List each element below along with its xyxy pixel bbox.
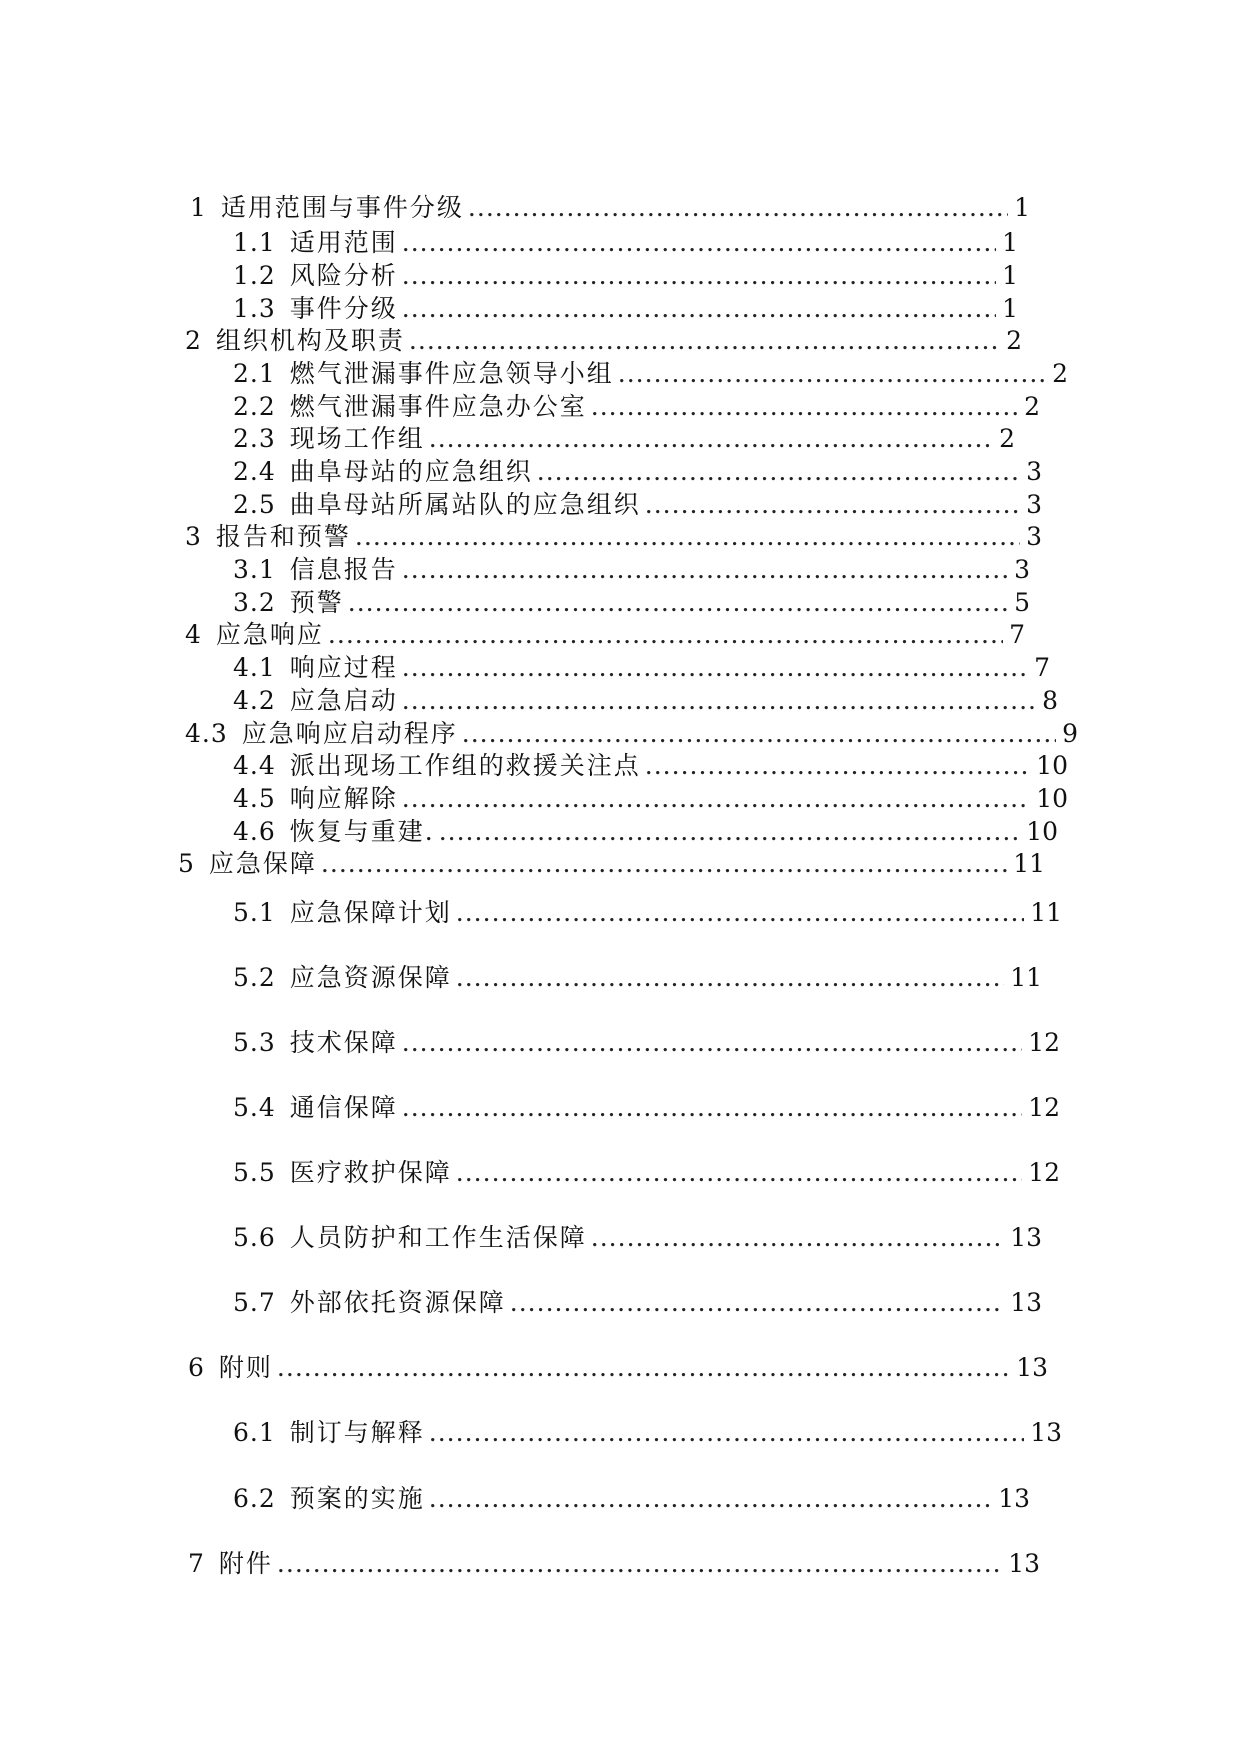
toc-entry-number: 6.2 <box>233 1484 276 1513</box>
toc-entry[interactable] <box>233 555 1030 585</box>
toc-entry[interactable] <box>233 817 1058 847</box>
toc-entry-title: 应急保障 <box>208 849 317 878</box>
toc-entry[interactable] <box>233 1223 1042 1253</box>
toc-entry-page-number: 13 <box>1010 1223 1042 1252</box>
toc-dot-leader <box>402 686 1036 716</box>
toc-entry-title: 曲阜母站的应急组织 <box>289 457 533 486</box>
toc-entry-page-number: 3 <box>1014 555 1030 584</box>
toc-entry-page-number: 13 <box>1030 1418 1062 1447</box>
toc-dot-leader <box>462 719 1056 749</box>
toc-entry-number: 4.3 <box>185 719 228 748</box>
toc-dot-leader <box>348 588 1008 618</box>
toc-entry-page-number: 12 <box>1028 1093 1060 1122</box>
toc-entry-number: 4.2 <box>233 686 276 715</box>
toc-entry[interactable] <box>233 294 1018 324</box>
toc-entry[interactable] <box>188 1353 1048 1383</box>
toc-entry-page-number: 3 <box>1026 490 1042 519</box>
toc-entry-page-number: 2 <box>999 424 1015 453</box>
toc-dot-leader <box>402 228 996 258</box>
toc-entry-page-number: 13 <box>1008 1549 1040 1578</box>
toc-dot-leader <box>456 963 1004 993</box>
toc-entry-page-number: 7 <box>1034 653 1050 682</box>
toc-dot-leader <box>402 294 996 324</box>
toc-entry-title: 适用范围与事件分级 <box>220 193 464 222</box>
toc-entry[interactable] <box>185 620 1025 650</box>
toc-dot-leader <box>591 392 1018 422</box>
toc-entry[interactable] <box>233 261 1018 291</box>
toc-entry-number: 1.3 <box>233 294 276 323</box>
toc-entry-title: 派出现场工作组的救援关注点 <box>289 751 641 780</box>
toc-entry[interactable] <box>233 392 1040 422</box>
toc-dot-leader <box>409 326 1000 356</box>
toc-entry-title: 响应过程 <box>289 653 398 682</box>
toc-entry-title: 现场工作组 <box>289 424 425 453</box>
toc-entry-page-number: 10 <box>1036 784 1068 813</box>
toc-dot-leader <box>402 555 1008 585</box>
toc-entry-number: 6 <box>188 1353 205 1382</box>
toc-entry-number: 1 <box>190 193 207 222</box>
toc-entry-page-number: 8 <box>1042 686 1058 715</box>
toc-entry[interactable] <box>233 1288 1042 1318</box>
toc-entry[interactable] <box>178 849 1045 879</box>
toc-entry-page-number: 11 <box>1010 963 1042 992</box>
toc-entry-page-number: 7 <box>1009 620 1025 649</box>
toc-dot-leader <box>439 817 1020 847</box>
toc-entry-title: 应急保障计划 <box>289 898 452 927</box>
toc-dot-leader <box>618 359 1046 389</box>
toc-entry-page-number: 13 <box>998 1484 1030 1513</box>
toc-entry-title: 医疗救护保障 <box>289 1158 452 1187</box>
toc-dot-leader <box>645 751 1030 781</box>
toc-entry-title: 预案的实施 <box>289 1484 425 1513</box>
toc-entry[interactable] <box>233 1484 1030 1514</box>
toc-entry[interactable] <box>233 653 1050 683</box>
toc-entry-number: 5.2 <box>233 963 276 992</box>
toc-entry-title: 事件分级 <box>289 294 398 323</box>
toc-dot-leader <box>402 261 996 291</box>
toc-dot-leader <box>429 424 993 454</box>
toc-entry-number: 2.1 <box>233 359 276 388</box>
toc-entry[interactable] <box>233 228 1018 258</box>
toc-entry-number: 4.5 <box>233 784 276 813</box>
toc-entry-title: 应急响应 <box>215 620 324 649</box>
toc-entry-title: 曲阜母站所属站队的应急组织 <box>289 490 641 519</box>
toc-entry-number: 1.1 <box>233 228 276 257</box>
toc-entry[interactable] <box>233 424 1015 454</box>
toc-entry-number: 1.2 <box>233 261 276 290</box>
toc-entry-title: 人员防护和工作生活保障 <box>289 1223 587 1252</box>
toc-entry[interactable] <box>233 751 1068 781</box>
toc-entry-title: 响应解除 <box>289 784 398 813</box>
toc-entry-title: 燃气泄漏事件应急办公室 <box>289 392 587 421</box>
toc-entry[interactable] <box>233 784 1068 814</box>
toc-dot-leader <box>456 898 1024 928</box>
toc-entry-page-number: 10 <box>1036 751 1068 780</box>
toc-entry[interactable] <box>185 326 1022 356</box>
toc-entry-number: 4.6 <box>233 817 276 846</box>
toc-entry-page-number: 10 <box>1026 817 1058 846</box>
toc-dot-leader <box>429 1418 1024 1448</box>
toc-entry-title: 应急资源保障 <box>289 963 452 992</box>
toc-entry-page-number: 2 <box>1024 392 1040 421</box>
toc-entry-title: 技术保障 <box>289 1028 398 1057</box>
toc-entry-number: 2.4 <box>233 457 276 486</box>
toc-dot-leader <box>591 1223 1004 1253</box>
toc-entry[interactable] <box>233 898 1062 928</box>
toc-dot-leader <box>402 653 1028 683</box>
toc-entry-title: 应急启动 <box>289 686 398 715</box>
toc-entry[interactable] <box>233 1418 1062 1448</box>
toc-entry-title: 通信保障 <box>289 1093 398 1122</box>
toc-entry[interactable] <box>188 1549 1040 1579</box>
toc-entry-title: 信息报告 <box>289 555 398 584</box>
toc-dot-leader <box>321 849 1007 879</box>
toc-entry[interactable] <box>185 522 1042 552</box>
toc-entry-number: 5.7 <box>233 1288 276 1317</box>
toc-entry[interactable] <box>233 686 1058 716</box>
toc-entry-number: 4.1 <box>233 653 276 682</box>
toc-entry-page-number: 13 <box>1010 1288 1042 1317</box>
toc-dot-leader <box>402 784 1030 814</box>
toc-entry-number: 2 <box>185 326 202 355</box>
toc-entry-number: 7 <box>188 1549 205 1578</box>
toc-entry-page-number: 9 <box>1062 719 1078 748</box>
toc-entry-title: 附件 <box>218 1549 273 1578</box>
toc-entry-page-number: 2 <box>1052 359 1068 388</box>
toc-entry[interactable] <box>233 457 1042 487</box>
toc-entry-page-number: 1 <box>1014 193 1030 222</box>
toc-dot-leader <box>537 457 1020 487</box>
toc-entry-page-number: 12 <box>1028 1158 1060 1187</box>
toc-entry-number: 3.2 <box>233 588 276 617</box>
toc-entry[interactable] <box>233 963 1042 993</box>
toc-entry-number: 2.5 <box>233 490 276 519</box>
toc-dot-leader <box>277 1353 1010 1383</box>
toc-dot-leader <box>456 1158 1022 1188</box>
toc-dot-leader <box>355 522 1020 552</box>
toc-entry-page-number: 1 <box>1002 294 1018 323</box>
toc-entry-title: 外部依托资源保障 <box>289 1288 506 1317</box>
toc-entry-number: 3.1 <box>233 555 276 584</box>
toc-entry-page-number: 3 <box>1026 457 1042 486</box>
toc-entry-title: 组织机构及职责 <box>215 326 405 355</box>
toc-entry-page-number: 1 <box>1002 228 1018 257</box>
toc-entry-title: 附则 <box>218 1353 273 1382</box>
toc-entry[interactable] <box>190 193 1030 223</box>
toc-entry-page-number: 3 <box>1026 522 1042 551</box>
toc-entry[interactable] <box>233 1028 1060 1058</box>
toc-dot-leader <box>645 490 1020 520</box>
toc-entry[interactable] <box>185 719 1078 749</box>
toc-entry-number: 5 <box>178 849 195 878</box>
toc-entry-number: 5.1 <box>233 898 276 927</box>
toc-entry-number: 4.4 <box>233 751 276 780</box>
toc-entry-number: 2.3 <box>233 424 276 453</box>
toc-entry[interactable] <box>233 588 1030 618</box>
toc-dot-leader <box>468 193 1008 223</box>
toc-entry-page-number: 12 <box>1028 1028 1060 1057</box>
toc-entry[interactable] <box>233 490 1042 520</box>
toc-entry-title: 报告和预警 <box>215 522 351 551</box>
toc-dot-leader <box>328 620 1003 650</box>
toc-entry-number: 5.3 <box>233 1028 276 1057</box>
toc-entry-title: 预警 <box>289 588 344 617</box>
toc-entry-title: 适用范围 <box>289 228 398 257</box>
toc-entry-number: 5.4 <box>233 1093 276 1122</box>
toc-entry-page-number: 11 <box>1030 898 1062 927</box>
toc-entry-page-number: 13 <box>1016 1353 1048 1382</box>
toc-entry-page-number: 2 <box>1006 326 1022 355</box>
toc-entry-number: 5.5 <box>233 1158 276 1187</box>
toc-entry[interactable] <box>233 359 1068 389</box>
toc-entry[interactable] <box>233 1158 1060 1188</box>
toc-entry-number: 6.1 <box>233 1418 276 1447</box>
toc-entry-title: 应急响应启动程序 <box>241 719 458 748</box>
toc-entry-title: 燃气泄漏事件应急领导小组 <box>289 359 614 388</box>
toc-entry-page-number: 5 <box>1014 588 1030 617</box>
toc-dot-leader <box>402 1028 1022 1058</box>
toc-entry-page-number: 11 <box>1013 849 1045 878</box>
toc-entry-title: 风险分析 <box>289 261 398 290</box>
toc-dot-leader <box>429 1484 992 1514</box>
toc-dot-leader <box>510 1288 1004 1318</box>
toc-entry[interactable] <box>233 1093 1060 1123</box>
toc-entry-number: 3 <box>185 522 202 551</box>
toc-entry-page-number: 1 <box>1002 261 1018 290</box>
toc-entry-number: 5.6 <box>233 1223 276 1252</box>
toc-entry-number: 4 <box>185 620 202 649</box>
toc-dot-leader <box>402 1093 1022 1123</box>
toc-entry-title: 制订与解释 <box>289 1418 425 1447</box>
toc-entry-title: 恢复与重建. <box>289 817 435 846</box>
toc-dot-leader <box>277 1549 1002 1579</box>
toc-entry-number: 2.2 <box>233 392 276 421</box>
